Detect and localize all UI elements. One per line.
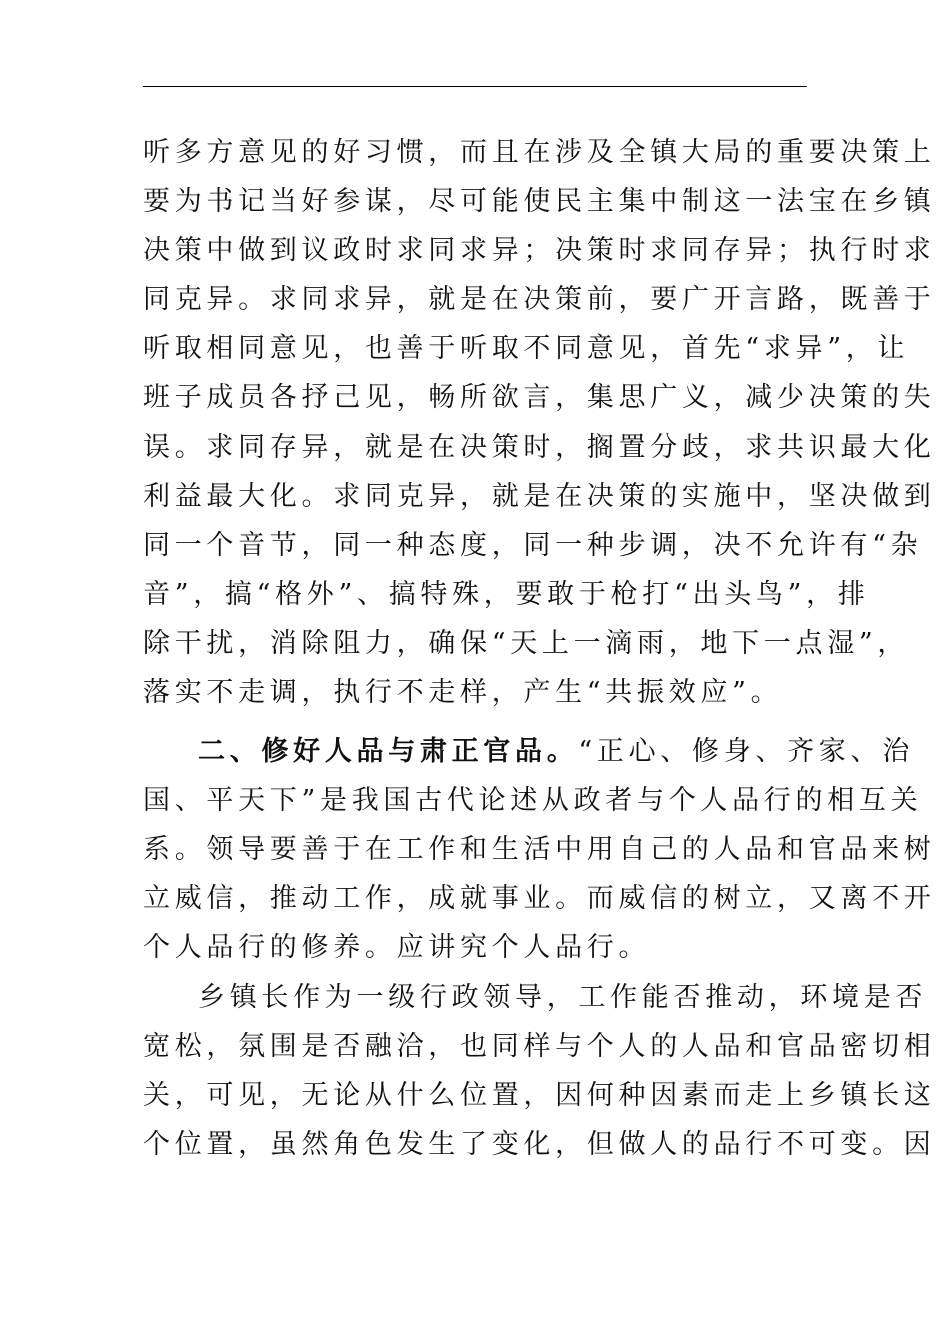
text-line: 同一个音节，同一种态度，同一种步调，决不允许有“杂	[143, 529, 923, 561]
heading-line-text: “正心、修身、齐家、治	[578, 736, 914, 767]
text-line: 听多方意见的好习惯，而且在涉及全镇大局的重要决策上	[143, 137, 936, 168]
text-line: 同克异。求同求异，就是在决策前，要广开言路，既善于	[143, 284, 936, 316]
text-line: 要为书记当好参谋，尽可能使民主集中制这一法宝在乡镇	[143, 186, 936, 218]
text-line: 决策中做到议政时求同求异；决策时求同存异；执行时求	[143, 235, 936, 267]
text-line: 误。求同存异，就是在决策时，搁置分歧，求共识最大化	[143, 431, 936, 463]
text-line: 关，可见，无论从什么位置，因何种因素而走上乡镇长这	[143, 1080, 936, 1112]
text-line: 利益最大化。求同克异，就是在决策的实施中，坚决做到	[143, 480, 936, 512]
text-line: 系。领导要善于在工作和生活中用自己的人品和官品来树	[143, 834, 936, 866]
header-rule	[143, 86, 807, 87]
text-line: 个位置，虽然角色发生了变化，但做人的品行不可变。因	[143, 1129, 936, 1161]
paragraph-character-and-conduct	[143, 727, 936, 972]
text-line: 落实不走调，执行不走样，产生“共振效应”。	[143, 677, 783, 709]
paragraph-democratic-decision	[143, 128, 936, 717]
section-heading-line	[143, 727, 914, 776]
text-line: 宽松，氛围是否融洽，也同样与个人的人品和官品密切相	[143, 1031, 936, 1063]
text-line: 国、平天下”是我国古代论述从政者与个人品行的相互关	[143, 785, 923, 817]
text-line: 班子成员各抒己见，畅所欲言，集思广义，减少决策的失	[143, 382, 936, 414]
paragraph-township-head	[143, 973, 936, 1169]
text-line: 听取相同意见，也善于听取不同意见，首先“求异”，让	[143, 333, 910, 365]
text-line: 除干扰，消除阻力，确保“天上一滴雨，地下一点湿”，	[143, 627, 910, 659]
section-heading: 二、修好人品与肃正官品。	[198, 736, 579, 767]
text-line: 音”，搞“格外”、搞特殊，要敢于枪打“出头鸟”，排	[143, 578, 870, 610]
text-line: 立威信，推动工作，成就事业。而威信的树立，又离不开	[143, 883, 936, 915]
text-line: 个人品行的修养。应讲究个人品行。	[143, 932, 651, 964]
text-line: 乡镇长作为一级行政领导，工作能否推动，环境是否	[198, 982, 928, 1013]
